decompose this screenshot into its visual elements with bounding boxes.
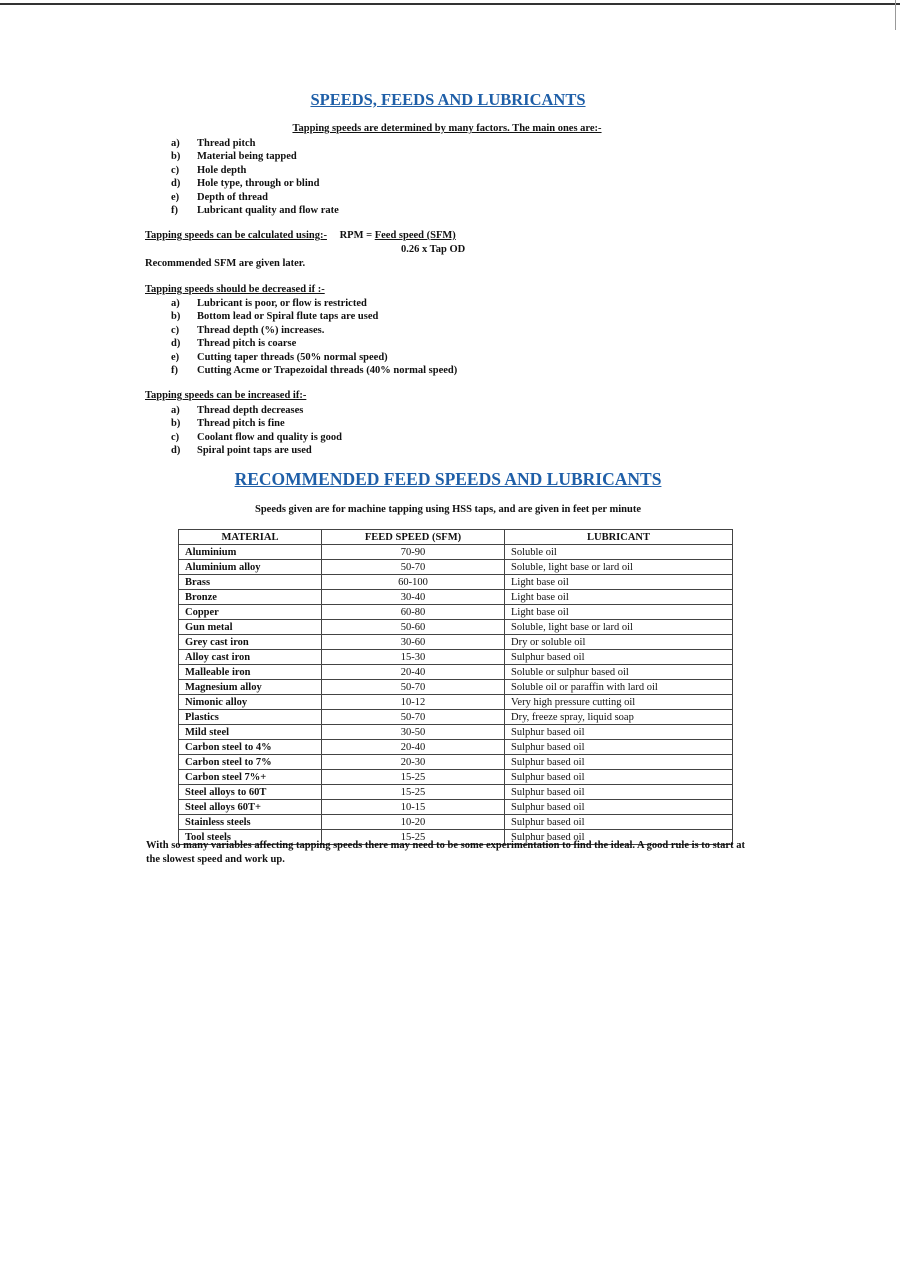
feed-speed-cell: 15-25	[322, 830, 505, 845]
table-row	[179, 710, 733, 725]
table-row	[179, 560, 733, 575]
calc-label: Tapping speeds can be calculated using:-	[145, 230, 327, 241]
scan-edge-line-right	[895, 0, 896, 30]
lubricant-cell: Soluble, light base or lard oil	[505, 620, 733, 635]
table-row	[179, 680, 733, 695]
list-item	[171, 431, 342, 444]
list-item-text: Bottom lead or Spiral flute taps are used	[197, 311, 379, 323]
feed-speed-cell: 30-60	[322, 635, 505, 650]
list-item-text: Cutting taper threads (50% normal speed)	[197, 351, 388, 363]
lubricant-cell: Light base oil	[505, 605, 733, 620]
feed-speed-table	[178, 529, 733, 845]
table-row	[179, 695, 733, 710]
list-item-text: Thread depth (%) increases.	[197, 324, 325, 336]
list-item-letter: a)	[171, 405, 180, 416]
increase-heading: Tapping speeds can be increased if:-	[145, 390, 307, 401]
feed-speed-cell: 70-90	[322, 545, 505, 560]
lubricant-cell: Dry, freeze spray, liquid soap	[505, 710, 733, 725]
list-item-text: Lubricant is poor, or flow is restricted	[197, 298, 367, 309]
list-item	[171, 337, 457, 350]
lubricant-cell: Sulphur based oil	[505, 725, 733, 740]
list-item-letter: a)	[171, 298, 180, 309]
lubricant-cell: Soluble, light base or lard oil	[505, 560, 733, 575]
formula-block	[145, 230, 456, 241]
lubricant-cell: Dry or soluble oil	[505, 635, 733, 650]
table-row	[179, 665, 733, 680]
material-cell: Magnesium alloy	[179, 680, 322, 695]
formula-denominator: 0.26 x Tap OD	[401, 244, 466, 255]
material-cell: Brass	[179, 575, 322, 590]
lubricant-cell: Sulphur based oil	[505, 815, 733, 830]
list-item-letter: c)	[171, 164, 180, 176]
feed-speed-cell: 15-25	[322, 770, 505, 785]
lubricant-cell: Light base oil	[505, 575, 733, 590]
list-item-text: Depth of thread	[197, 191, 268, 203]
list-item	[171, 297, 457, 310]
decrease-heading: Tapping speeds should be decreased if :-	[145, 284, 325, 295]
list-item	[171, 204, 339, 217]
page-title: SPEEDS, FEEDS AND LUBRICANTS	[310, 90, 586, 109]
feed-speed-cell: 10-20	[322, 815, 505, 830]
feed-speed-cell: 60-80	[322, 605, 505, 620]
feed-speed-cell: 50-70	[322, 560, 505, 575]
list-item-text: Lubricant quality and flow rate	[197, 205, 339, 217]
scan-edge-line	[0, 3, 900, 5]
lubricant-cell: Sulphur based oil	[505, 785, 733, 800]
list-item-letter: b)	[171, 418, 181, 430]
list-item-text: Hole type, through or blind	[197, 178, 320, 190]
list-item-letter: b)	[171, 311, 181, 323]
header-lubricant: LUBRICANT	[505, 530, 733, 545]
formula-lhs: RPM =	[339, 230, 375, 241]
table-row	[179, 590, 733, 605]
material-cell: Carbon steel to 7%	[179, 755, 322, 770]
feed-speed-cell: 10-15	[322, 800, 505, 815]
list-item-letter: a)	[171, 138, 180, 149]
material-cell: Nimonic alloy	[179, 695, 322, 710]
lubricant-cell: Light base oil	[505, 590, 733, 605]
material-cell: Bronze	[179, 590, 322, 605]
recommended-note: Recommended SFM are given later.	[145, 258, 306, 269]
list-item-text: Thread pitch	[197, 138, 256, 149]
header-feed-speed: FEED SPEED (SFM)	[322, 530, 505, 545]
list-item-letter: b)	[171, 151, 181, 163]
table-row	[179, 605, 733, 620]
lubricant-cell: Sulphur based oil	[505, 800, 733, 815]
table-row	[179, 815, 733, 830]
list-item	[171, 404, 342, 417]
list-item-letter: c)	[171, 431, 180, 443]
material-cell: Copper	[179, 605, 322, 620]
list-item-text: Thread pitch is fine	[197, 418, 285, 430]
table-row	[179, 725, 733, 740]
table-row	[179, 545, 733, 560]
list-item	[171, 310, 457, 323]
lubricant-cell: Very high pressure cutting oil	[505, 695, 733, 710]
formula-numerator: Feed speed (SFM)	[374, 230, 456, 241]
table-row	[179, 635, 733, 650]
lubricant-cell: Soluble or sulphur based oil	[505, 665, 733, 680]
material-cell: Mild steel	[179, 725, 322, 740]
list-item-letter: f)	[171, 365, 178, 377]
table-caption: Speeds given are for machine tapping using HSS taps, and are given in feet per minute	[254, 504, 641, 515]
lubricant-cell: Sulphur based oil	[505, 830, 733, 845]
feed-speed-cell: 30-40	[322, 590, 505, 605]
material-cell: Carbon steel 7%+	[179, 770, 322, 785]
list-item-letter: d)	[171, 445, 181, 457]
material-cell: Tool steels	[179, 830, 322, 845]
material-cell: Aluminium	[179, 545, 322, 560]
feed-speed-cell: 10-12	[322, 695, 505, 710]
list-item	[171, 191, 339, 204]
list-item	[171, 417, 342, 430]
lubricant-cell: Sulphur based oil	[505, 740, 733, 755]
material-cell: Plastics	[179, 710, 322, 725]
material-cell: Grey cast iron	[179, 635, 322, 650]
lubricant-cell: Sulphur based oil	[505, 770, 733, 785]
footer-note: With so many variables affecting tapping speeds there may need to be some experimentation to find the ideal. A good rule is to start at the slowest speed and work up.	[146, 840, 745, 865]
list-item	[171, 444, 342, 457]
material-cell: Steel alloys to 60T	[179, 785, 322, 800]
list-item-text: Thread pitch is coarse	[197, 338, 297, 350]
material-cell: Steel alloys 60T+	[179, 800, 322, 815]
list-item	[171, 364, 457, 377]
list-item	[171, 137, 339, 150]
list-item-text: Thread depth decreases	[197, 405, 304, 416]
feed-speed-cell: 60-100	[322, 575, 505, 590]
lubricant-cell: Sulphur based oil	[505, 650, 733, 665]
feed-speed-cell: 15-30	[322, 650, 505, 665]
feed-speed-cell: 20-30	[322, 755, 505, 770]
list-item-letter: d)	[171, 338, 181, 350]
feed-speed-cell: 50-60	[322, 620, 505, 635]
feed-speed-cell: 15-25	[322, 785, 505, 800]
table-row	[179, 740, 733, 755]
table-row	[179, 770, 733, 785]
feed-speed-cell: 20-40	[322, 665, 505, 680]
lubricant-cell: Soluble oil or paraffin with lard oil	[505, 680, 733, 695]
list-item	[171, 177, 339, 190]
table-row	[179, 785, 733, 800]
list-item-text: Coolant flow and quality is good	[197, 431, 342, 443]
table-row	[179, 800, 733, 815]
increase-list	[171, 404, 342, 458]
list-item-letter: f)	[171, 205, 178, 217]
decrease-list	[171, 297, 457, 377]
list-item-text: Hole depth	[197, 164, 247, 176]
list-item-text: Spiral point taps are used	[197, 445, 312, 457]
material-cell: Alloy cast iron	[179, 650, 322, 665]
material-cell: Aluminium alloy	[179, 560, 322, 575]
feed-speed-cell: 50-70	[322, 680, 505, 695]
list-item	[171, 351, 457, 364]
list-item-text: Material being tapped	[197, 151, 297, 163]
lubricant-cell: Sulphur based oil	[505, 755, 733, 770]
list-item-text: Cutting Acme or Trapezoidal threads (40% normal speed)	[197, 365, 458, 377]
list-item-letter: d)	[171, 178, 181, 190]
material-cell: Carbon steel to 4%	[179, 740, 322, 755]
material-cell: Malleable iron	[179, 665, 322, 680]
feed-speed-cell: 20-40	[322, 740, 505, 755]
table-row	[179, 620, 733, 635]
section-title: RECOMMENDED FEED SPEEDS AND LUBRICANTS	[234, 469, 662, 489]
list-item-letter: e)	[171, 191, 180, 203]
list-item-letter: e)	[171, 351, 180, 363]
material-cell: Gun metal	[179, 620, 322, 635]
table-row	[179, 650, 733, 665]
lubricant-cell: Soluble oil	[505, 545, 733, 560]
list-item	[171, 324, 457, 337]
table-row	[179, 755, 733, 770]
feed-speed-cell: 50-70	[322, 710, 505, 725]
table-row	[179, 575, 733, 590]
factors-heading: Tapping speeds are determined by many factors. The main ones are:-	[292, 123, 602, 134]
material-cell: Stainless steels	[179, 815, 322, 830]
table-header-row	[179, 530, 733, 545]
list-item	[171, 164, 339, 177]
list-item-letter: c)	[171, 324, 180, 336]
header-material: MATERIAL	[179, 530, 322, 545]
feed-speed-cell: 30-50	[322, 725, 505, 740]
factors-list	[171, 137, 339, 217]
list-item	[171, 150, 339, 163]
